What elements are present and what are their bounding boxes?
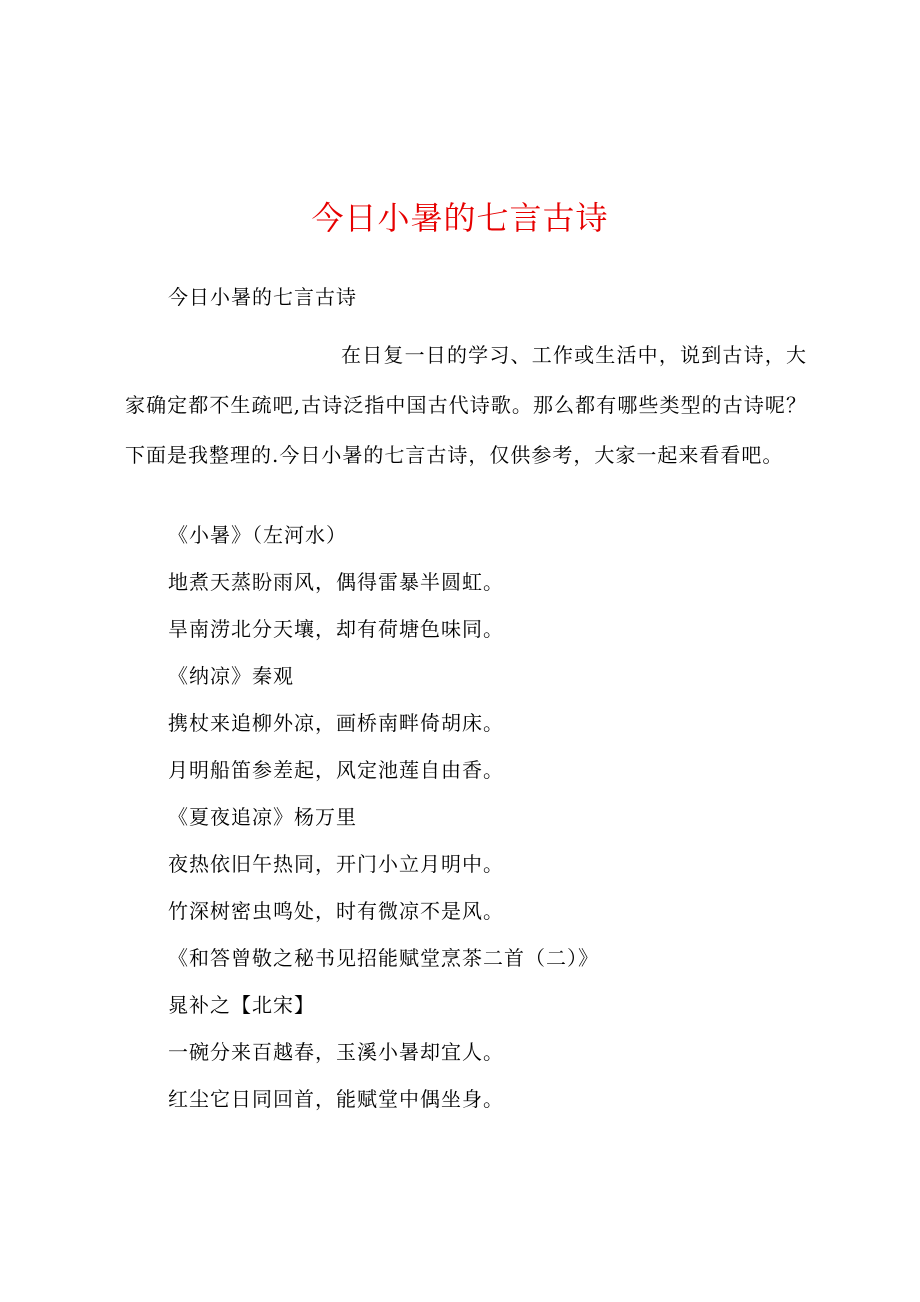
poem-list <box>168 520 848 1131</box>
poem-title-xiayezhuiliang: 《夏夜追凉》杨万里 <box>168 805 357 829</box>
poem-line: 夜热依旧午热同，开门小立月明中。 <box>168 852 504 876</box>
poem-author: 晁补之【北宋】 <box>168 993 315 1017</box>
document-subtitle: 今日小暑的七言古诗 <box>168 285 357 309</box>
poem-line: 地煮天蒸盼雨风，偶得雷暴半圆虹。 <box>168 570 504 594</box>
poem-line: 红尘它日同回首，能赋堂中偶坐身。 <box>168 1087 504 1111</box>
poem-line: 旱南涝北分天壤，却有荷塘色味同。 <box>168 617 504 641</box>
poem-line: 竹深树密虫鸣处，时有微凉不是风。 <box>168 899 504 923</box>
poem-title-hedazengjingzhi: 《和答曾敬之秘书见招能赋堂烹茶二首（二）》 <box>168 946 599 970</box>
document-title: 今日小暑的七言古诗 <box>311 199 609 237</box>
poem-line: 月明船笛参差起，风定池莲自由香。 <box>168 758 504 782</box>
poem-line: 携杖来追柳外凉，画桥南畔倚胡床。 <box>168 711 504 735</box>
poem-title-naliang: 《纳凉》秦观 <box>168 664 294 688</box>
poem-title-xiaoshu: 《小暑》（左河水） <box>168 523 347 547</box>
intro-paragraph: 在日复一日的学习、工作或生活中，说到古诗，大家确定都不生疏吧,古诗泛指中国古代诗歌。那么都有哪些类型的古诗呢？下面是我整理的.今日小暑的七言古诗，仅供参考，大家一起来看看吧。 <box>125 343 807 467</box>
poem-line: 一碗分来百越春，玉溪小暑却宜人。 <box>168 1040 504 1064</box>
